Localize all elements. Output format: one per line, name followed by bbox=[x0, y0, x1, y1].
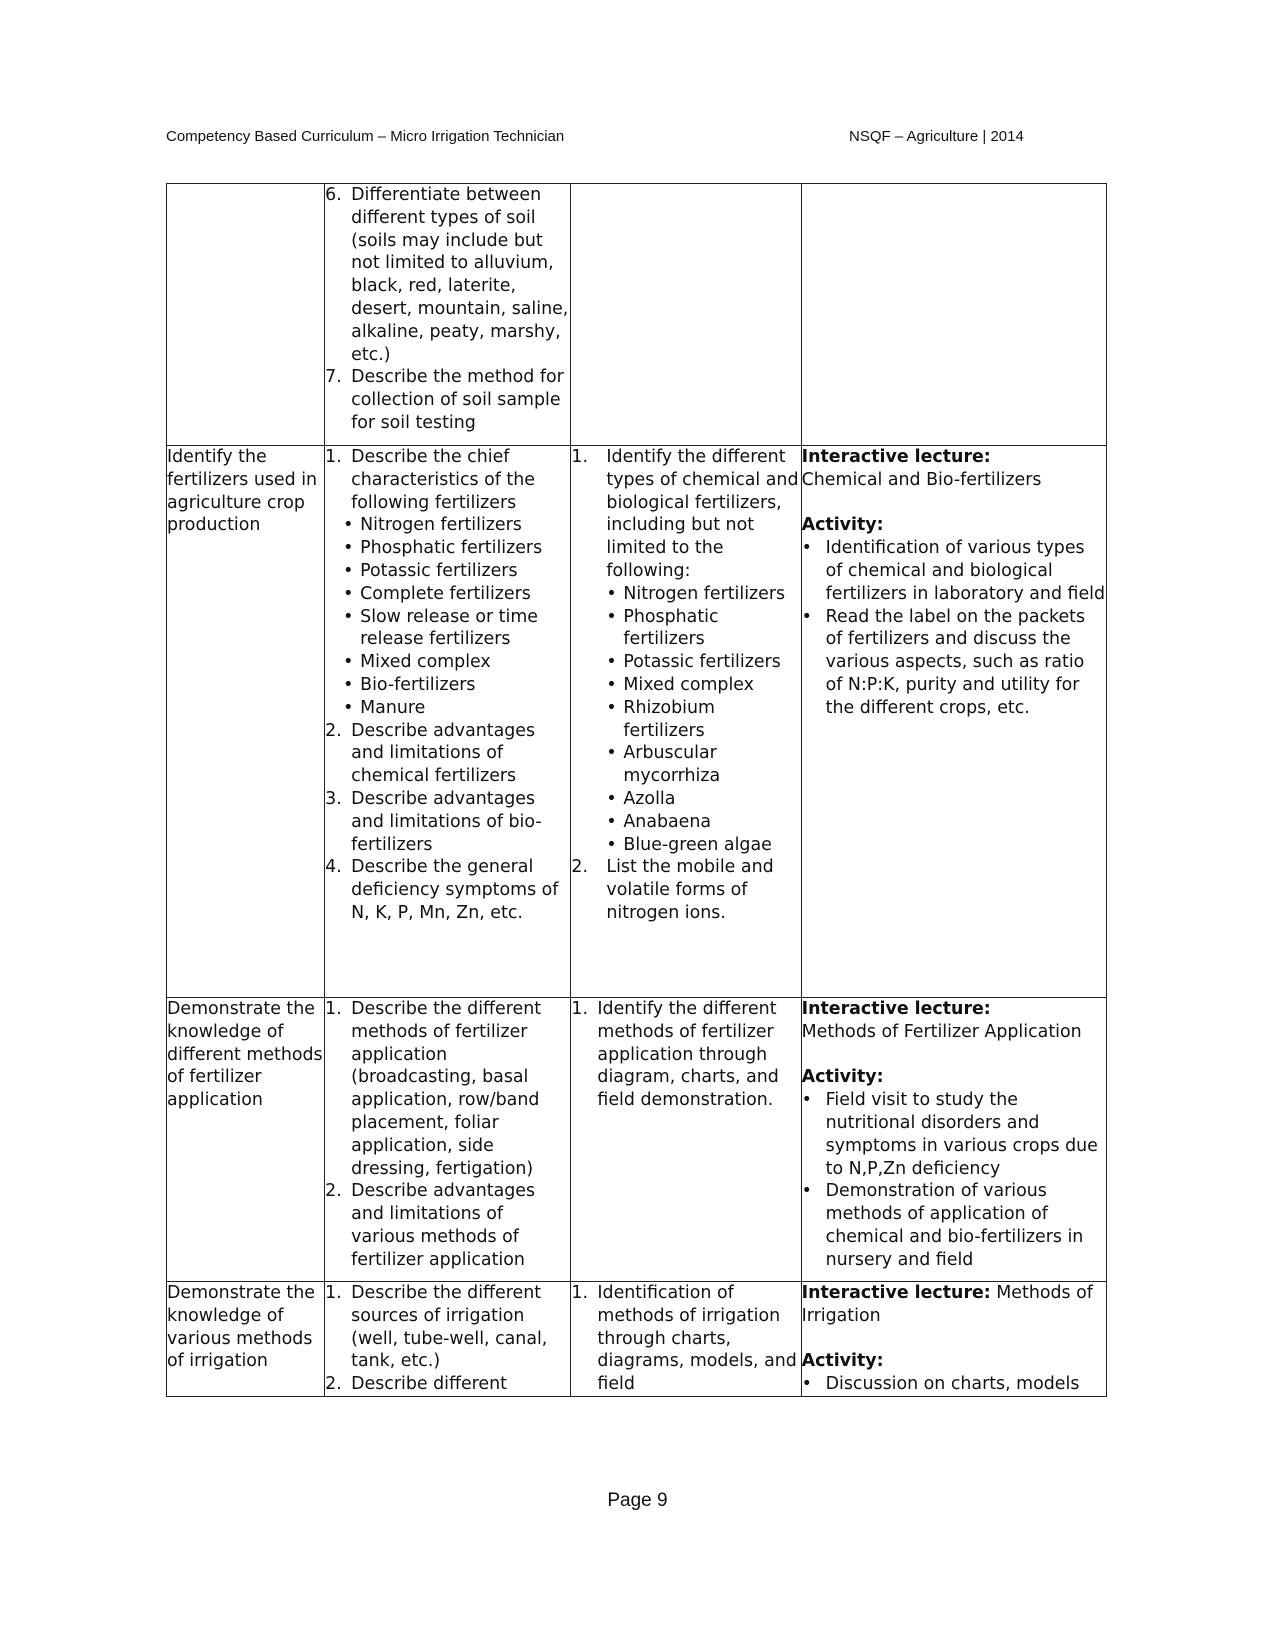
bullet-icon: • bbox=[606, 743, 617, 764]
bullet-text: Complete fertilizers bbox=[360, 583, 531, 604]
item-number: 1. bbox=[325, 447, 342, 467]
knowledge-cell bbox=[325, 998, 571, 1282]
bullet-icon: • bbox=[606, 697, 617, 718]
bullet-text: Potassic fertilizers bbox=[623, 652, 781, 673]
header-standard: NSQF – Agriculture | 2014 bbox=[849, 128, 1024, 145]
bullet-item bbox=[343, 583, 570, 606]
item-number: 1. bbox=[571, 999, 588, 1019]
activity-text: Demonstration of various methods of application of chemical and bio-fertilizers in nursery and field bbox=[825, 1181, 1084, 1270]
bullet-icon: • bbox=[606, 652, 617, 673]
bullet-text: Azolla bbox=[623, 788, 676, 809]
bullet-icon: • bbox=[801, 538, 812, 559]
item-number: 1. bbox=[571, 1283, 588, 1303]
activity-item bbox=[802, 1180, 1106, 1271]
bullet-text: Anabaena bbox=[623, 811, 712, 832]
list-item bbox=[325, 366, 570, 434]
bullet-icon: • bbox=[343, 583, 354, 604]
lecture-label: Interactive lecture: bbox=[801, 999, 991, 1019]
knowledge-cell bbox=[325, 1282, 571, 1397]
bullet-icon: • bbox=[801, 1090, 812, 1111]
item-number: 2. bbox=[325, 1181, 342, 1202]
activity-item bbox=[802, 1089, 1106, 1180]
list-item bbox=[571, 998, 800, 1112]
item-text: Identify the different methods of fertilizer application through diagram, charts, and field demonstration. bbox=[597, 999, 779, 1111]
item-number: 2. bbox=[571, 857, 588, 878]
teaching-cell bbox=[801, 998, 1106, 1282]
bullet-item bbox=[343, 651, 570, 674]
bullet-text: Rhizobium fertilizers bbox=[623, 697, 715, 741]
knowledge-cell bbox=[325, 184, 571, 446]
bullet-icon: • bbox=[343, 697, 354, 718]
bullet-text: Arbuscular mycorrhiza bbox=[623, 743, 721, 787]
list-item bbox=[325, 788, 570, 856]
outcome-cell: Demonstrate the knowledge of various methods of irrigation bbox=[167, 1282, 325, 1397]
bullet-text: Phosphatic fertilizers bbox=[360, 538, 543, 559]
bullet-item bbox=[606, 811, 800, 834]
bullet-icon: • bbox=[606, 674, 617, 695]
page-number: Page 9 bbox=[607, 1490, 668, 1511]
list-item bbox=[325, 446, 570, 514]
table-row bbox=[167, 998, 1107, 1282]
list-item bbox=[325, 1180, 570, 1271]
outcome-cell: Demonstrate the knowledge of different methods of fertilizer application bbox=[167, 998, 325, 1282]
bullet-item bbox=[606, 788, 800, 811]
bullet-text: Blue-green algae bbox=[623, 834, 772, 855]
list-item bbox=[571, 446, 800, 583]
skills-cell bbox=[571, 446, 801, 998]
list-item bbox=[571, 1282, 800, 1396]
bullet-item bbox=[606, 606, 800, 652]
bullet-icon: • bbox=[606, 811, 617, 832]
bullet-item bbox=[606, 651, 800, 674]
bullet-list bbox=[325, 514, 570, 719]
item-number: 2. bbox=[325, 720, 342, 741]
activity-text: Field visit to study the nutritional disorders and symptoms in various crops due to N,P,Zn deficiency bbox=[825, 1090, 1098, 1179]
bullet-icon: • bbox=[606, 834, 617, 855]
bullet-item bbox=[343, 514, 570, 537]
table-row bbox=[167, 446, 1107, 998]
item-text: Identification of methods of irrigation through charts, diagrams, models, and field bbox=[597, 1283, 797, 1395]
teaching-cell bbox=[801, 1282, 1106, 1397]
bullet-text: Potassic fertilizers bbox=[360, 560, 518, 581]
bullet-icon: • bbox=[606, 788, 617, 809]
activity-label: Activity: bbox=[801, 515, 884, 536]
lecture-text: Methods of Irrigation bbox=[801, 1283, 1093, 1326]
table-row bbox=[167, 184, 1107, 446]
lecture-line bbox=[802, 1282, 1106, 1328]
bullet-text: Slow release or time release fertilizers bbox=[360, 606, 538, 650]
lecture-label: Interactive lecture: bbox=[801, 1283, 991, 1303]
bullet-icon: • bbox=[606, 583, 617, 604]
teaching-cell bbox=[801, 184, 1106, 446]
activity-item bbox=[802, 1373, 1106, 1396]
item-number: 3. bbox=[325, 788, 342, 809]
item-text: Describe different bbox=[351, 1374, 507, 1395]
outcome-cell bbox=[167, 184, 325, 446]
lecture-label: Interactive lecture: bbox=[801, 447, 991, 467]
bullet-item bbox=[606, 674, 800, 697]
bullet-icon: • bbox=[801, 1181, 812, 1202]
list-item bbox=[325, 720, 570, 788]
item-text: Describe the different sources of irrigation (well, tube-well, canal, tank, etc.) bbox=[351, 1283, 548, 1372]
bullet-item bbox=[606, 583, 800, 606]
bullet-item bbox=[606, 834, 800, 857]
header-title: Competency Based Curriculum – Micro Irrigation Technician bbox=[166, 128, 565, 145]
bullet-icon: • bbox=[343, 515, 354, 536]
bullet-text: Manure bbox=[360, 697, 426, 718]
bullet-icon: • bbox=[801, 1374, 812, 1395]
item-text: List the mobile and volatile forms of nitrogen ions. bbox=[606, 857, 774, 923]
bullet-icon: • bbox=[343, 652, 354, 673]
bullet-item bbox=[343, 537, 570, 560]
item-number: 1. bbox=[571, 447, 588, 467]
bullet-text: Phosphatic fertilizers bbox=[623, 606, 719, 650]
item-number: 1. bbox=[325, 1283, 342, 1303]
item-text: Describe the method for collection of soil sample for soil testing bbox=[351, 367, 564, 433]
bullet-item bbox=[343, 674, 570, 697]
item-text: Identify the different types of chemical and biological fertilizers, including but not limited to the following: bbox=[606, 447, 799, 581]
item-number: 2. bbox=[325, 1374, 342, 1395]
bullet-icon: • bbox=[343, 560, 354, 581]
activity-text: Read the label on the packets of fertilizers and discuss the various aspects, such as ratio of N:P:K, purity and utility for the different crops, etc. bbox=[825, 606, 1086, 718]
list-item bbox=[325, 184, 570, 366]
item-text: Describe the chief characteristics of the following fertilizers bbox=[351, 447, 535, 513]
bullet-text: Mixed complex bbox=[623, 674, 754, 695]
item-text: Describe advantages and limitations of various methods of fertilizer application bbox=[351, 1181, 536, 1270]
bullet-text: Nitrogen fertilizers bbox=[360, 515, 522, 536]
lecture-text: Methods of Fertilizer Application bbox=[801, 1021, 1082, 1042]
bullet-text: Bio-fertilizers bbox=[360, 674, 476, 695]
list-item bbox=[571, 856, 800, 924]
activity-item bbox=[802, 606, 1106, 720]
item-text: Describe the general deficiency symptoms of N, K, P, Mn, Zn, etc. bbox=[351, 857, 559, 923]
item-number: 7. bbox=[325, 367, 342, 388]
lecture-text: Chemical and Bio-fertilizers bbox=[801, 469, 1042, 490]
activity-item bbox=[802, 537, 1106, 605]
bullet-item bbox=[343, 560, 570, 583]
table-row bbox=[167, 1282, 1107, 1397]
bullet-item bbox=[606, 697, 800, 743]
activity-label: Activity: bbox=[801, 1351, 884, 1372]
item-number: 6. bbox=[325, 185, 342, 205]
item-text: Describe advantages and limitations of bio-fertilizers bbox=[351, 788, 542, 855]
bullet-icon: • bbox=[343, 674, 354, 695]
outcome-cell: Identify the fertilizers used in agriculture crop production bbox=[167, 446, 325, 998]
bullet-icon: • bbox=[606, 606, 617, 627]
list-item bbox=[325, 1282, 570, 1373]
bullet-item bbox=[606, 742, 800, 788]
item-text: Describe the different methods of fertilizer application (broadcasting, basal application, row/band placement, foliar application, side dressing, fertigation) bbox=[351, 999, 542, 1179]
bullet-icon: • bbox=[801, 606, 812, 627]
bullet-list bbox=[571, 583, 800, 857]
bullet-text: Nitrogen fertilizers bbox=[623, 583, 786, 604]
list-item bbox=[325, 998, 570, 1180]
item-number: 4. bbox=[325, 857, 342, 878]
curriculum-table bbox=[166, 183, 1107, 1397]
item-text: Differentiate between different types of soil (soils may include but not limited to alluvium, black, red, laterite, desert, mountain, saline, alkaline, peaty, marshy, etc.) bbox=[351, 185, 569, 365]
bullet-icon: • bbox=[343, 538, 354, 559]
activity-label: Activity: bbox=[801, 1067, 884, 1088]
item-text: Describe advantages and limitations of chemical fertilizers bbox=[351, 720, 536, 787]
skills-cell bbox=[571, 998, 801, 1282]
list-item bbox=[325, 856, 570, 924]
skills-cell bbox=[571, 1282, 801, 1397]
activity-text: Identification of various types of chemical and biological fertilizers in laboratory and field bbox=[825, 538, 1106, 604]
teaching-cell bbox=[801, 446, 1106, 998]
bullet-item bbox=[343, 697, 570, 720]
bullet-text: Mixed complex bbox=[360, 652, 491, 673]
activity-text: Discussion on charts, models bbox=[825, 1374, 1080, 1395]
bullet-icon: • bbox=[343, 606, 354, 627]
knowledge-cell bbox=[325, 446, 571, 998]
item-number: 1. bbox=[325, 999, 342, 1019]
bullet-item bbox=[343, 606, 570, 652]
skills-cell bbox=[571, 184, 801, 446]
list-item bbox=[325, 1373, 570, 1396]
